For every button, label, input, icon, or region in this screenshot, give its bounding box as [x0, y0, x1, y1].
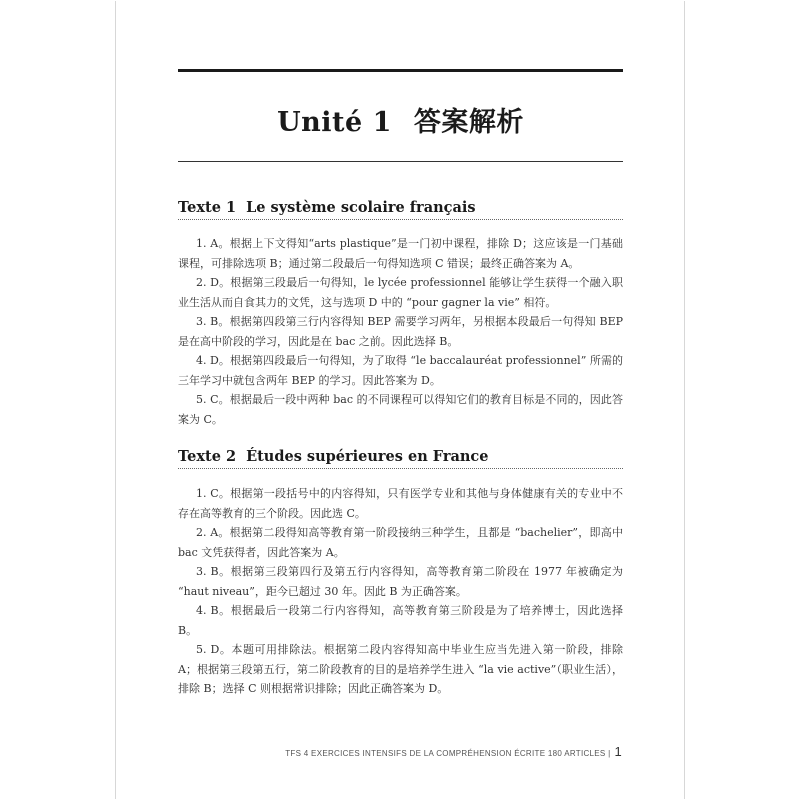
running-title: TFS 4 EXERCICES INTENSIFS DE LA COMPRÉHENSION ÉCRITE 180 ARTICLES | — [285, 749, 611, 758]
title-rule-bottom — [178, 161, 623, 162]
answer-item: 3. B。根据第三段第四行及第五行内容得知，高等教育第二阶段在 1977 年被确定为 “haut niveau”，距今已超过 30 年。因此 B 为正确答案。 — [178, 565, 623, 598]
answer-item: 2. A。根据第二段得知高等教育第一阶段接纳三种学生，且都是 “bachelier”，即高中 bac 文凭获得者，因此答案为 A。 — [178, 526, 623, 559]
answer-item: 2. D。根据第三段最后一句得知，le lycée professionnel 能够让学生获得一个融入职业生活从而自食其力的文凭，这与选项 D 中的 “pour gagner la vie” 相符。 — [178, 276, 623, 309]
unit-label: Unité 1 — [277, 107, 392, 138]
page-title — [178, 100, 623, 139]
section-heading-texte-2 — [178, 448, 623, 469]
title-rule-top — [178, 69, 623, 72]
answer-item: 4. D。根据第四段最后一句得知，为了取得 “le baccalauréat professionnel” 所需的三年学习中就包含两年 BEP 的学习。因此答案为 D。 — [178, 354, 623, 387]
answers-texte-1 — [178, 234, 623, 429]
answers-texte-2 — [178, 484, 623, 699]
section-title-text: Études supérieures en France — [246, 448, 489, 465]
answer-item: 1. C。根据第一段括号中的内容得知，只有医学专业和其他与身体健康有关的专业中不存在高等教育的三个阶段。因此选 C。 — [178, 487, 623, 520]
page-footer — [285, 744, 622, 759]
answer-item: 3. B。根据第四段第三行内容得知 BEP 需要学习两年，另根据本段最后一句得知 BEP 是在高中阶段的学习，因此是在 bac 之前。因此选择 B。 — [178, 315, 623, 348]
unit-subtitle: 答案解析 — [413, 107, 524, 138]
page-number: 1 — [614, 744, 622, 759]
section-number: Texte 1 — [178, 199, 237, 216]
section-title-text: Le système scolaire français — [246, 199, 476, 216]
answer-item: 5. D。本题可用排除法。根据第二段内容得知高中毕业生应当先进入第一阶段，排除 A；根据第三段第五行，第二阶段教育的目的是培养学生进入 “la vie active”（职业生活），排除 B；选择 C 则根据常识排除；因此正确答案为 D。 — [178, 643, 623, 695]
answer-item: 5. C。根据最后一段中两种 bac 的不同课程可以得知它们的教育目标是不同的，因此答案为 C。 — [178, 393, 623, 426]
answer-item: 1. A。根据上下文得知“arts plastique”是一门初中课程，排除 D；这应该是一门基础课程，可排除选项 B；通过第二段最后一句得知选项 C 错误；最终正确答案为 A。 — [178, 237, 623, 270]
section-number: Texte 2 — [178, 448, 237, 465]
section-heading-texte-1 — [178, 199, 623, 220]
answer-item: 4. B。根据最后一段第二行内容得知，高等教育第三阶段是为了培养博士，因此选择 B。 — [178, 604, 623, 637]
